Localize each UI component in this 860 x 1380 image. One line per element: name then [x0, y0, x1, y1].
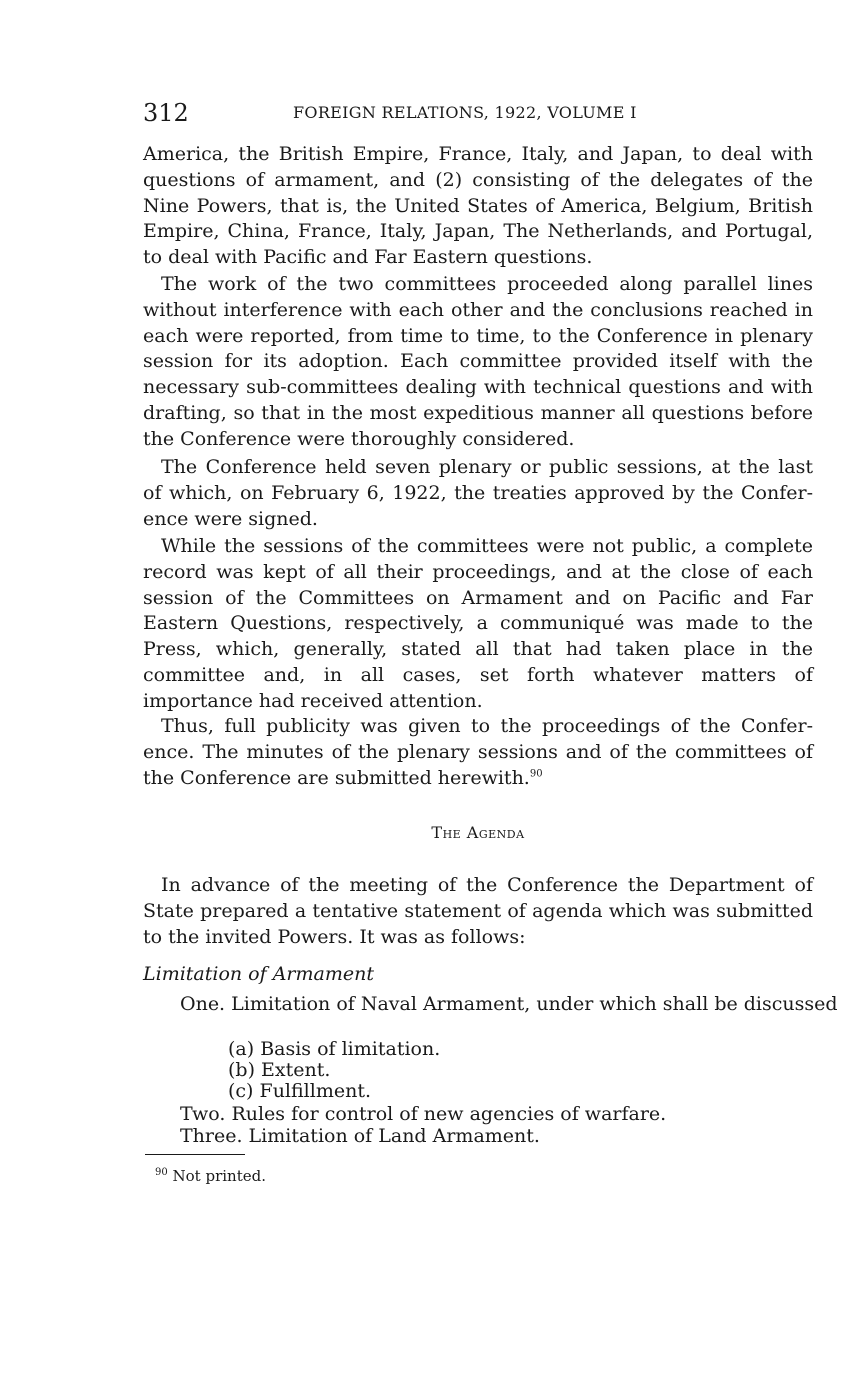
- body-paragraph: The Conference held seven plenary or public sessions, at the last of which, on February 6, 1922, the treaties approved by the Conference were signed.: [143, 456, 813, 530]
- body-paragraph: America, the British Empire, France, Italy, and Japan, to deal with questions of armament, and (2) consisting of the delegates of the Nine Powers, that is, the United States of America, Belgium, British Empire, China, France, Italy, Japan, The Netherlands, and Portugal, to deal with Pacific and Far Eastern questions.: [143, 143, 813, 269]
- footnote-divider: [145, 1154, 245, 1155]
- agenda-item-two: Two. Rules for control of new agencies of warfare.: [180, 1103, 667, 1125]
- agenda-intro-paragraph: In advance of the meeting of the Conference the Department of State prepared a tentative statement of agenda which was submitted to the invited Powers. It was as follows:: [143, 874, 813, 948]
- footnote-text: Not printed.: [172, 1167, 266, 1185]
- body-paragraph: The work of the two committees proceeded along parallel lines without interference with each other and the conclusions reached in each were reported, from time to time, to the Conference in plenary session for its adoption. Each committee provided itself with the necessary sub-committees dealing with technical questions and with drafting, so that in the most expeditious manner all questions before the Conference were thoroughly considered.: [143, 273, 813, 450]
- footnote: [155, 1166, 266, 1186]
- paragraph-text: Thus, full publicity was given to the proceedings of the Conference. The minutes of the plenary sessions and of the committees of the Conference are submitted herewith.: [143, 715, 813, 789]
- body-paragraph: While the sessions of the committees were not public, a complete record was kept of all their proceedings, and at the close of each session of the Committees on Armament and on Pacific and Far Eastern Questions, respectively, a communiqué was made to the Press, which, generally, stated all that had taken place in the committee and, in all cases, set forth whatever matters of importance had received attention.: [143, 535, 813, 712]
- footnote-reference: 90: [529, 768, 543, 780]
- agenda-subitem-c: (c) Fulfillment.: [228, 1080, 372, 1102]
- section-heading: The Agenda: [431, 823, 525, 842]
- agenda-subheading: Limitation of Armament: [143, 963, 374, 985]
- agenda-item-one: One. Limitation of Naval Armament, under which shall be discussed: [180, 993, 838, 1015]
- agenda-subitem-b: (b) Extent.: [228, 1059, 331, 1081]
- page-header: [143, 98, 815, 128]
- agenda-subitem-a: (a) Basis of limitation.: [228, 1038, 441, 1060]
- body-paragraph: [143, 714, 813, 791]
- footnote-number: 90: [155, 1167, 168, 1178]
- page-number: 312: [143, 99, 189, 127]
- running-head: FOREIGN RELATIONS, 1922, VOLUME I: [293, 103, 637, 122]
- agenda-item-three: Three. Limitation of Land Armament.: [180, 1125, 540, 1147]
